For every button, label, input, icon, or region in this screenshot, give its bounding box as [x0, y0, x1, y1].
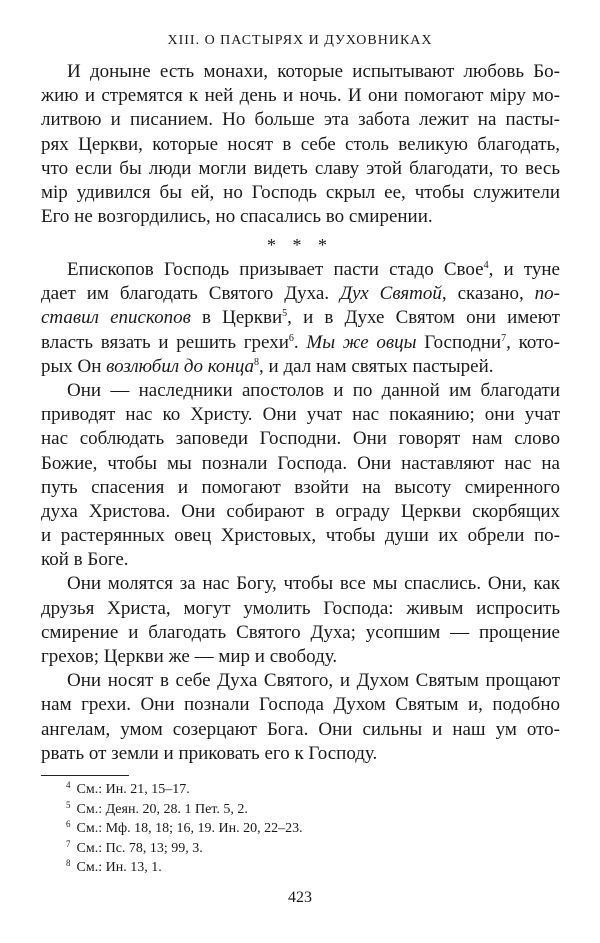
text-line [41, 572, 560, 596]
text-line [41, 84, 560, 108]
footnote-ref[interactable]: 5 [282, 308, 288, 320]
section-break: * * * [267, 235, 333, 255]
text-run: дает им благодать Святого Духа. [41, 283, 341, 305]
text-line [41, 500, 560, 524]
footnote-text: См.: Ин. 21, 15–17. [76, 782, 190, 797]
italic-quote: возлюбил до конца [106, 355, 255, 377]
text-line [41, 133, 560, 157]
footnote-text: См.: Пс. 78, 13; 99, 3. [76, 840, 203, 856]
text-run: друзья Христа, могут умолить Господа: живым испросить [41, 597, 560, 619]
text-run: Божие, чтобы мы познали Господа. Они наставляют нас на [41, 452, 560, 474]
text-run: грехов; Церкви же — мир и свободу. [41, 646, 338, 667]
text-run: приводят нас ко Христу. Они учат нас покаянию; они учат [41, 404, 560, 426]
text-line [41, 621, 560, 645]
text-line [41, 258, 560, 282]
text-run: духа Христова. Они собирают в ограду Церкви скорбящих [41, 500, 560, 522]
text-run: рвать от земли и приковать его к Господу. [41, 742, 378, 764]
text-run: , кото- [506, 331, 560, 353]
text-line [41, 60, 560, 84]
footnote-text: См.: Деян. 20, 28. 1 Пет. 5, 2. [76, 801, 248, 817]
text-line [41, 597, 560, 621]
text-run: что если бы люди могли видеть славу этой благодати, то весь [41, 157, 560, 179]
italic-quote: Мы же овцы [306, 331, 417, 353]
text-run: рях Церкви, которые носят в себе столь великую благодать, [41, 133, 560, 155]
footnote-ref[interactable]: 6 [288, 332, 294, 344]
text-line [41, 693, 560, 717]
footnote-rule [41, 775, 129, 776]
footnote-ref[interactable]: 7 [501, 332, 507, 344]
footnote [66, 780, 303, 800]
text-after-break [41, 258, 560, 766]
footnote [66, 819, 303, 839]
footnote-number: 5 [66, 799, 71, 810]
text-run: Они — наследники апостолов и по данной им благодати [67, 379, 560, 401]
running-header: XIII. О ПАСТЫРЯХ И ДУХОВНИКАХ [167, 33, 433, 48]
text-line [41, 157, 560, 181]
text-run: и растерянных овец Христовых, чтобы души их обрели по- [41, 525, 560, 547]
text-line [41, 108, 560, 132]
text-run: И доныне есть монахи, которые испытывают любовь Бо- [67, 61, 560, 82]
text-line [41, 403, 560, 427]
paragraph [41, 258, 560, 379]
footnote-number: 8 [66, 858, 71, 869]
text-run: , и туне [488, 259, 560, 280]
paragraph [41, 669, 560, 766]
text-line [41, 379, 560, 403]
text-line [41, 524, 560, 548]
text-run: , и дал нам святых пастырей. [259, 355, 494, 377]
text-line [41, 282, 560, 306]
text-line [41, 306, 560, 330]
text-line [41, 355, 560, 379]
footnote [66, 800, 303, 820]
footnote [66, 839, 303, 859]
footnotes [66, 780, 303, 878]
footnote-ref[interactable]: 4 [483, 260, 489, 271]
text-line [41, 331, 560, 355]
text-run: смирение и благодать Святого Духа; усопшим — прощение [41, 621, 560, 643]
text-run: литвою и писанием. Но больше эта забота лежит на пасты- [41, 109, 560, 131]
text-run: власть вязать и решить грехи [41, 331, 289, 353]
paragraph [41, 572, 560, 669]
footnote-number: 4 [66, 780, 71, 790]
footnote [66, 858, 303, 878]
page-number: 423 [288, 889, 312, 906]
text-line [41, 718, 560, 742]
text-run: кой в Боге. [41, 549, 129, 571]
text-run: нас соблюдать заповеди Господни. Они говорят нам слово [41, 428, 560, 450]
footnote-text: См.: Мф. 18, 18; 16, 19. Ин. 20, 22–23. [76, 821, 303, 837]
text-run: Господни [416, 331, 502, 353]
footnote-text: См.: Ин. 13, 1. [76, 860, 162, 876]
text-run: , и в Духе Святом они имеют [287, 307, 560, 329]
text-run: , сказано, [441, 283, 535, 305]
text-before-break [41, 60, 560, 229]
text-run: нам грехи. Они познали Господа Духом Святым и, подобно [41, 694, 560, 716]
footnote-ref[interactable]: 8 [254, 356, 260, 368]
text-run: Его не возгордились, но спасались во смирении. [41, 206, 433, 228]
text-run: в Церкви [190, 307, 283, 329]
text-line [41, 742, 560, 766]
text-line [41, 476, 560, 500]
italic-quote: Дух Святой [340, 283, 442, 305]
text-run: Они молятся за нас Богу, чтобы все мы спаслись. Они, как [67, 573, 560, 595]
text-run: рых Он [41, 355, 107, 377]
text-run: ангелам, умом созерцают Бога. Они сильны и наш ум ото- [41, 718, 560, 740]
text-run: . [293, 331, 307, 353]
italic-quote: ставил епископов [41, 307, 191, 329]
text-run: Епископов Господь призывает пасти стадо Свое [67, 259, 484, 280]
text-line [41, 181, 560, 205]
footnote-number: 7 [66, 838, 71, 849]
text-line [41, 548, 560, 572]
text-line [41, 205, 560, 229]
italic-quote: по- [534, 283, 560, 305]
text-line [41, 452, 560, 476]
text-run: жию и стремятся к ней день и ночь. И они помогают міру мо- [41, 85, 560, 107]
text-line [41, 645, 560, 669]
text-line [41, 427, 560, 451]
text-line [41, 669, 560, 693]
text-run: путь спасения и помогают взойти на высоту смиренного [41, 476, 560, 498]
footnote-number: 6 [66, 819, 71, 830]
paragraph [41, 60, 560, 229]
paragraph [41, 379, 560, 573]
text-run: мір удивился бы ей, но Господь скрыл ее, чтобы служители [41, 181, 560, 203]
text-run: Они носят в себе Духа Святого, и Духом Святым прощают [67, 670, 560, 692]
